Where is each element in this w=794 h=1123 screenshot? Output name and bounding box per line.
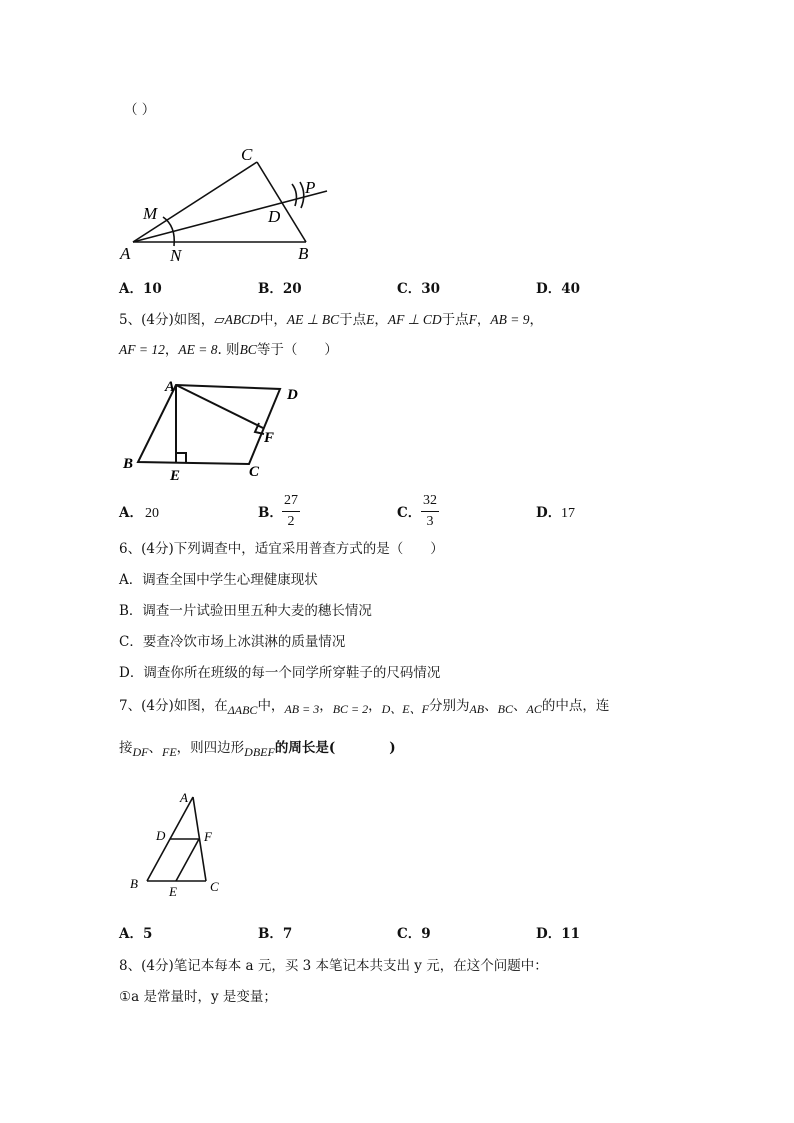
q6-option-d: D．调查你所在班级的每一个同学所穿鞋子的尺码情况 (119, 665, 441, 681)
q4-label-c: C (241, 145, 253, 164)
q7-stem-line1: 7、(4分)如图，在ΔABC中，AB = 3，BC = 2，D、E、F分别为AB、BC、AC的中点，连 (119, 698, 610, 717)
q4-label-m: M (143, 204, 158, 223)
q5-stem-line2: AF = 12，AE = 8. 则BC等于（ ） (119, 342, 338, 358)
q4-label-b: B (298, 244, 309, 263)
q7-label-c: C (210, 879, 219, 894)
q4-option-a: A．10 (119, 281, 162, 297)
q5-option-c-fraction: $\frac{32}{3}$ (423, 493, 437, 529)
q6-option-b: B．调查一片试验田里五种大麦的穗长情况 (119, 603, 372, 619)
q7-option-b: B．7 (258, 926, 293, 942)
q5-option-b-fraction: $\frac{27}{2}$ (284, 493, 298, 529)
q8-item-1: ①a 是常量时，y 是变量； (119, 989, 277, 1005)
q7-label-a: A (180, 790, 188, 805)
q5-label-c: C (249, 464, 260, 480)
q5-option-b-label: B． (258, 505, 283, 521)
answer-bracket: （ ） (124, 102, 156, 118)
q5-option-a-value: 20 (145, 506, 159, 521)
q5-label-e: E (170, 468, 181, 484)
q5-option-c-label: C． (397, 505, 422, 521)
q7-option-a: A．5 (119, 926, 153, 942)
q4-option-b: B．20 (258, 281, 302, 297)
q6-stem: 6、(4分)下列调查中，适宜采用普查方式的是（ ） (119, 541, 444, 557)
q7-label-d: D (156, 828, 166, 843)
q7-option-d: D．11 (536, 926, 580, 942)
q4-option-c: C．30 (397, 281, 441, 297)
q5-label-b: B (123, 456, 134, 472)
q4-label-p: P (305, 178, 316, 197)
q5-label-d: D (287, 387, 298, 403)
parallelogram-icon: ▱ (214, 312, 225, 328)
q4-label-a: A (120, 244, 131, 263)
q7-label-e: E (169, 884, 177, 899)
q5-label-a: A (165, 379, 176, 395)
q5-option-a-label: A． (119, 505, 143, 521)
q8-stem: 8、(4分)笔记本每本 a 元，买 3 本笔记本共支出 y 元，在这个问题中： (119, 958, 548, 974)
q5-label-f: F (264, 430, 275, 446)
q7-stem-line2: 接DF、FE，则四边形DBEF的周长是( ) (119, 740, 396, 759)
q7-option-c: C．9 (397, 926, 431, 942)
q7-label-f: F (204, 829, 212, 844)
q4-label-n: N (170, 246, 182, 265)
q6-option-a: A．调查全国中学生心理健康现状 (119, 572, 318, 588)
q5-option-d-label: D． (536, 505, 562, 521)
q5-stem-line1: 5、(4分)如图，▱ABCD中，AE ⊥ BC于点E，AF ⊥ CD于点F，AB = 9， (119, 312, 543, 328)
q4-label-d: D (268, 207, 281, 226)
q6-option-c: C．要查冷饮市场上冰淇淋的质量情况 (119, 634, 346, 650)
q4-option-d: D．40 (536, 281, 580, 297)
q7-label-b: B (130, 876, 138, 891)
q5-option-d-value: 17 (561, 506, 575, 521)
